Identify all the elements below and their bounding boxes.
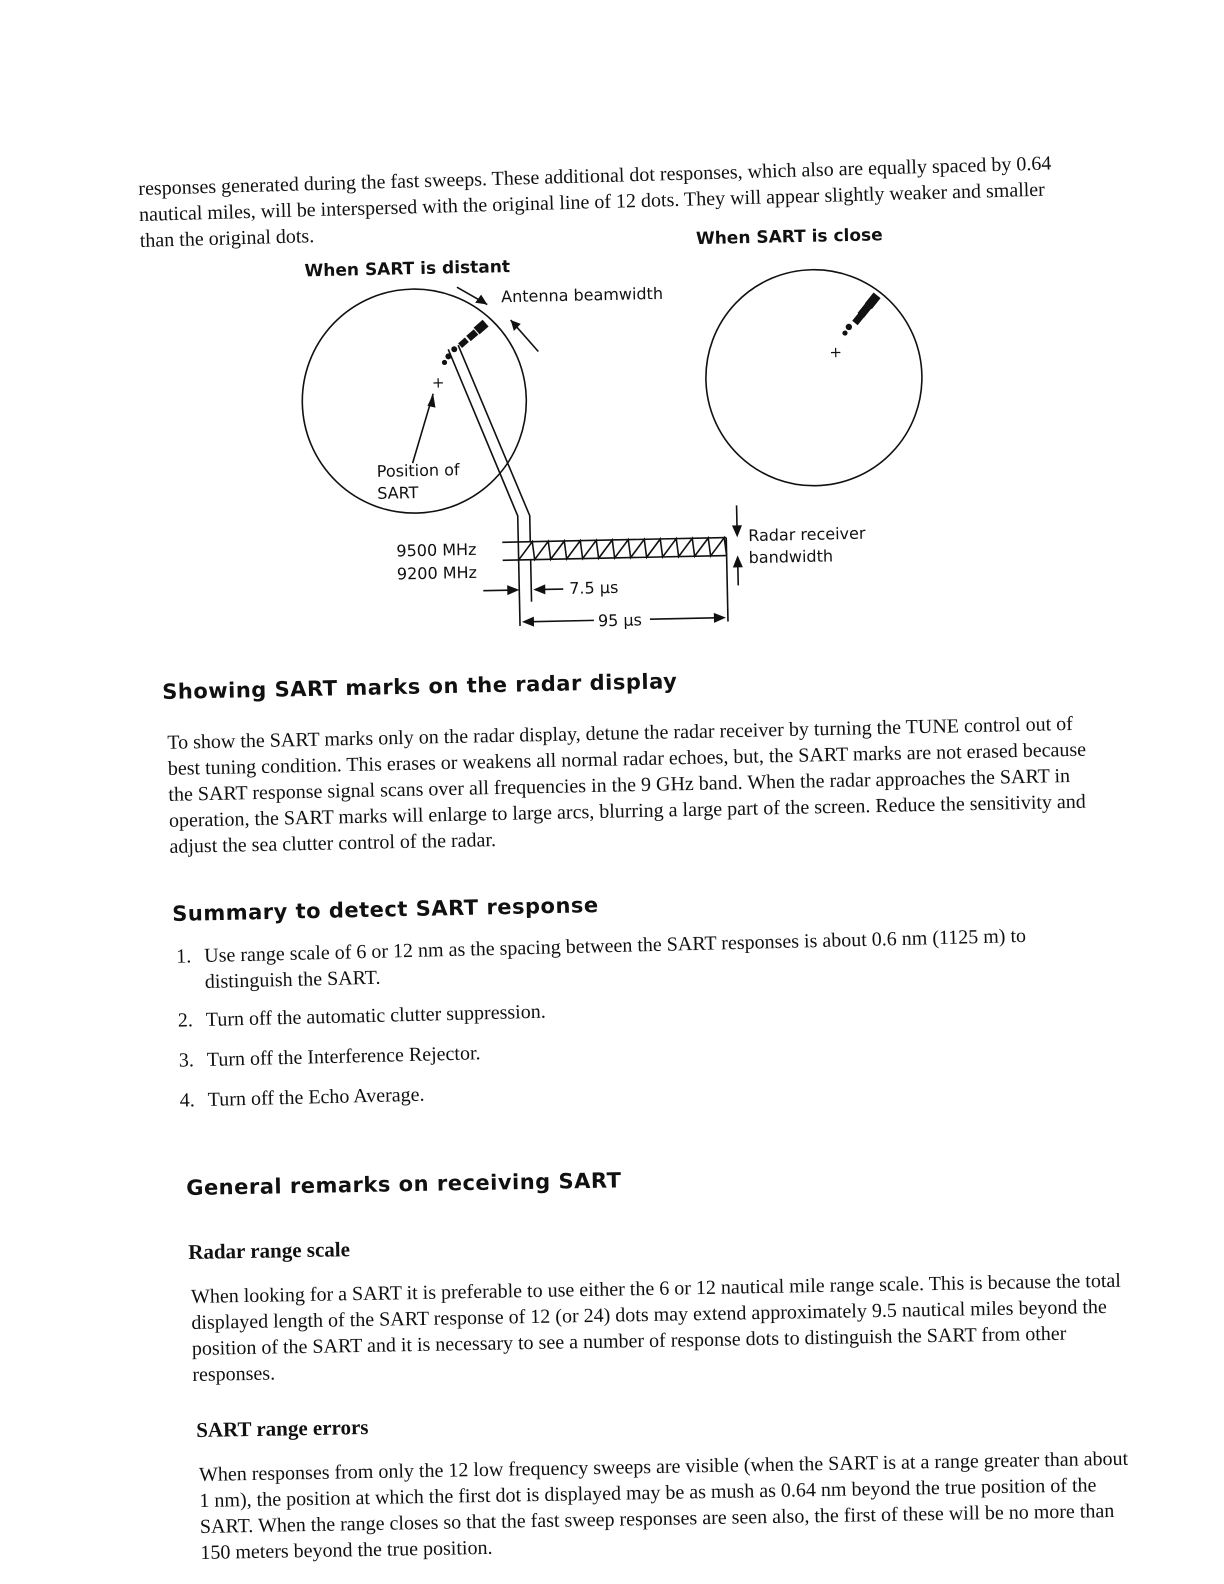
label-close: When SART is close [695,225,883,250]
label-position-line1: Position of [376,460,460,481]
summary-list [175,921,1106,1112]
label-7-5-us: 7.5 µs [569,577,619,598]
intro-paragraph: responses generated during the fast sweeps. These additional dot responses, which also are equally spaced by 0.64 nautical miles, will be interspersed with the original line of 12 dots. They will appear slightly weaker and smaller than the original dots. [138,152,1052,252]
label-9200: 9200 MHz [396,562,478,584]
label-beamwidth: Antenna beamwidth [500,283,664,307]
label-position-line2: SART [377,483,419,503]
showing-paragraph: To show the SART marks only on the radar display, detune the radar receiver by turning the TUNE control out of best tuning condition. This erases or weakens all normal radar echoes, but, the SART marks are not erased because the SART response signal scans over all frequencies in the 9 GHz band. When the radar approaches the SART in operation, the SART marks will enlarge to large arcs, blurring a large part of the screen. Reduce the sensitivity and adjust the sea clutter control of the radar. [167,712,1087,858]
radar-circle-close [704,267,924,487]
sart-cross-close: + [829,343,843,362]
sart-dot-line-close [842,292,882,335]
heading-showing: Showing SART marks on the radar display [162,669,678,704]
label-9500: 9500 MHz [396,539,477,561]
heading-summary: Summary to detect SART response [172,893,599,926]
range-scale-paragraph: When looking for a SART it is preferable to use either the 6 or 12 nautical mile range scale. This is because the total displayed length of the SART response of 12 (or 24) dots may extend approximately 9.5 nautical miles beyond the position of the SART and it is necessary to see a number of response dots to distinguish the SART from other responses. [190,1269,1122,1386]
label-receiver-line1: Radar receiver [748,523,866,546]
heading-general: General remarks on receiving SART [186,1168,622,1200]
sart-figure [290,222,930,642]
sart-cross-distant: + [431,373,445,392]
label-distant: When SART is distant [304,257,511,282]
label-receiver-line2: bandwidth [748,546,834,568]
heading-range-errors: SART range errors [196,1414,369,1442]
list-item: 1. Use range scale of 6 or 12 nm as the spacing between the SART responses is about 0.6 nm (1125 m) to distinguish the SART. [175,924,1027,994]
radar-circle-distant [300,287,529,516]
list-item: 2. Turn off the automatic clutter suppression. [177,1000,546,1032]
range-errors-paragraph: When responses from only the 12 low frequency sweeps are visible (when the SART is at a range greater than about 1 nm), the position at which the first dot is displayed may be as mush as 0.64 nm beyond the true position of the SART. When the range closes so that the fast sweep responses are seen also, the first of these will be no more than 150 meters beyond the true position. [198,1447,1129,1564]
heading-range-scale: Radar range scale [188,1237,351,1264]
sart-dot-line-distant [441,320,489,366]
label-95-us: 95 µs [597,610,643,631]
list-item: 4. Turn off the Echo Average. [179,1083,425,1112]
list-item: 3. Turn off the Interference Rejector. [178,1042,481,1072]
